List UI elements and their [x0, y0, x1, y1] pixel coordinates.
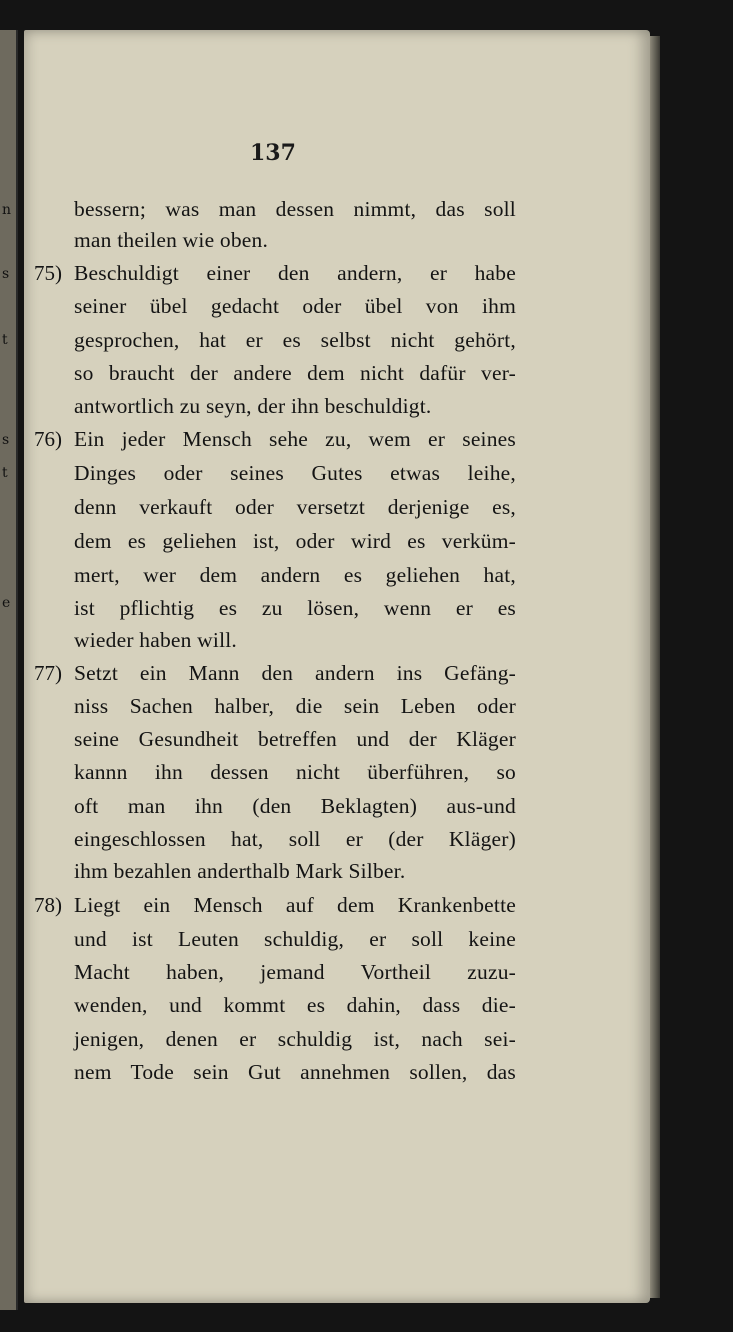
prev-page-fragment: n: [2, 202, 12, 218]
text-line: dem es geliehen ist, oder wird es verküm-: [74, 529, 516, 553]
text-line: eingeschlossen hat, soll er (der Kläger): [74, 827, 516, 851]
previous-page-edge: [0, 30, 18, 1310]
text-line: Ein jeder Mensch sehe zu, wem er seines: [74, 427, 516, 451]
text-line: wieder haben will.: [74, 628, 238, 652]
text-line: und ist Leuten schuldig, er soll keine: [74, 927, 516, 951]
prev-page-fragment: s: [2, 266, 10, 282]
page-number: 137: [250, 140, 296, 166]
text-line: Macht haben, jemand Vortheil zuzu-: [74, 960, 516, 984]
page-edge-shadow: [650, 36, 660, 1298]
text-line: niss Sachen halber, die sein Leben oder: [74, 694, 516, 718]
text-line: denn verkauft oder versetzt derjenige es,: [74, 495, 516, 519]
text-line: ist pflichtig es zu lösen, wenn er es: [74, 596, 516, 620]
paragraph-number: 77): [34, 661, 62, 685]
text-line: gesprochen, hat er es selbst nicht gehört,: [74, 328, 516, 352]
text-line: jenigen, denen er schuldig ist, nach sei-: [74, 1027, 516, 1051]
text-line: so braucht der andere dem nicht dafür ver-: [74, 361, 516, 385]
text-line: man theilen wie oben.: [74, 228, 269, 252]
paragraph-number: 78): [34, 893, 62, 917]
text-line: Beschuldigt einer den andern, er habe: [74, 261, 516, 285]
text-line: oft man ihn (den Beklagten) aus-und: [74, 794, 516, 818]
text-line: ihm bezahlen anderthalb Mark Silber.: [74, 859, 406, 883]
text-line: kannn ihn dessen nicht überführen, so: [74, 760, 516, 784]
prev-page-fragment: t: [2, 465, 8, 481]
text-line: Dinges oder seines Gutes etwas leihe,: [74, 461, 516, 485]
prev-page-fragment: s: [2, 432, 10, 448]
paragraph-number: 75): [34, 261, 62, 285]
text-line: seiner übel gedacht oder übel von ihm: [74, 294, 516, 318]
text-line: wenden, und kommt es dahin, dass die-: [74, 993, 516, 1017]
text-line: mert, wer dem andern es geliehen hat,: [74, 563, 516, 587]
text-line: seine Gesundheit betreffen und der Kläger: [74, 727, 516, 751]
text-line: Liegt ein Mensch auf dem Krankenbette: [74, 893, 516, 917]
text-line: Setzt ein Mann den andern ins Gefäng-: [74, 661, 516, 685]
text-line: antwortlich zu seyn, der ihn beschuldigt.: [74, 394, 432, 418]
prev-page-fragment: t: [2, 332, 8, 348]
text-line: nem Tode sein Gut annehmen sollen, das: [74, 1060, 516, 1084]
text-line: bessern; was man dessen nimmt, das soll: [74, 197, 516, 221]
paragraph-number: 76): [34, 427, 62, 451]
prev-page-fragment: e: [2, 595, 11, 611]
